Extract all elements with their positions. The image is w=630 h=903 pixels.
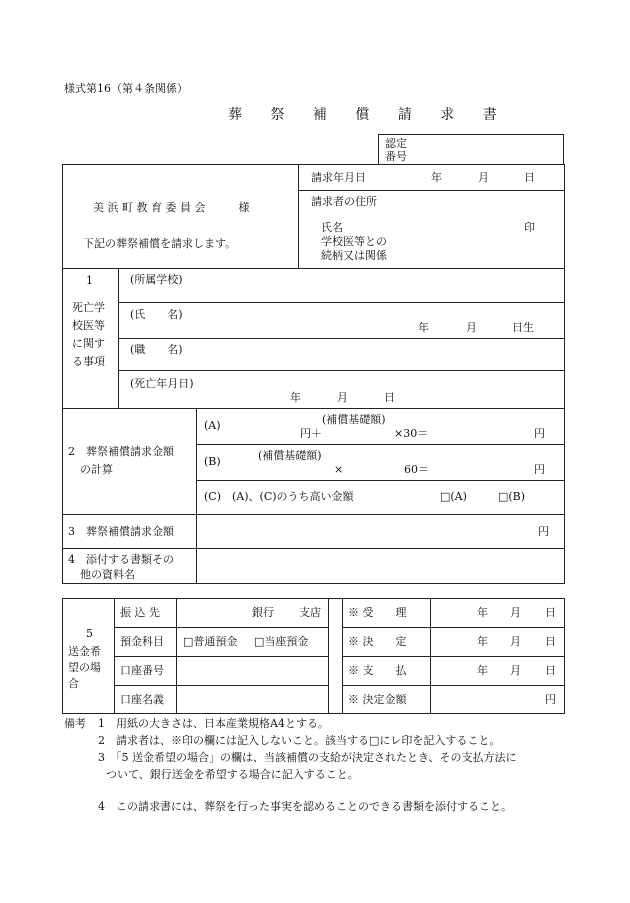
death-year[interactable]: 年 [290, 391, 301, 404]
paid-month[interactable]: 月 [510, 664, 521, 677]
birth-day[interactable]: 日生 [512, 321, 534, 334]
page-title: 葬 祭 補 償 請 求 書 [228, 107, 509, 123]
office-received-label: ※ 受 理 [348, 606, 407, 619]
form-number: 様式第16（第４条関係） [64, 82, 188, 95]
section5-label-2: 望の場 [68, 661, 101, 674]
office-decided-label: ※ 決 定 [348, 635, 407, 648]
note-4: 4 この請求書には、葬祭を行った事実を認めることのできる書類を添付すること。 [98, 800, 512, 813]
seal-mark: 印 [524, 221, 535, 234]
calc-b-label: (B) [204, 455, 221, 468]
section3-label: 3 葬祭補償請求金額 [68, 525, 174, 538]
claimant-address-label: 請求者の住所 [311, 195, 377, 208]
relation-label-2: 続柄又は関係 [321, 249, 387, 262]
calc-b-value[interactable]: 60＝ [404, 463, 429, 476]
birth-month[interactable]: 月 [466, 321, 477, 334]
section5-number: 5 [86, 627, 93, 640]
calc-a-times[interactable]: ×30＝ [394, 427, 429, 440]
calc-c-label: (C) (A)、(C)のうち高い金額 [204, 490, 354, 503]
section1-label-3: に関す [72, 337, 105, 350]
section2-label-1: 2 葬祭補償請求金額 [68, 445, 174, 458]
paid-year[interactable]: 年 [477, 664, 488, 677]
main-table [62, 164, 565, 584]
addressee: 美 浜 町 教 育 委 員 会 様 [93, 201, 250, 214]
decided-day[interactable]: 日 [545, 635, 556, 648]
school-label: (所属学校) [130, 273, 183, 286]
section4-label-1: 4 添付する書類その [68, 553, 174, 566]
calc-b-yen[interactable]: 円 [534, 463, 545, 476]
request-month[interactable]: 月 [478, 171, 489, 184]
decided-month[interactable]: 月 [510, 635, 521, 648]
decided-year[interactable]: 年 [477, 635, 488, 648]
calc-b-base: (補償基礎額) [258, 449, 322, 462]
approval-label-2: 番号 [385, 150, 407, 163]
job-label: (職 名) [130, 343, 183, 356]
calc-a-label: (A) [204, 419, 221, 432]
decided-amount-yen[interactable]: 円 [545, 693, 556, 706]
notes-heading: 備考 [64, 717, 86, 730]
office-paid-label: ※ 支 払 [348, 664, 407, 677]
section2-label-2: の計算 [80, 463, 113, 476]
request-statement: 下記の葬祭補償を請求します。 [83, 237, 237, 250]
death-date-label: (死亡年月日) [130, 377, 194, 390]
ordinary-deposit-checkbox[interactable]: □普通預金 [183, 635, 238, 648]
birth-year[interactable]: 年 [418, 321, 429, 334]
section1-label-4: る事項 [72, 355, 105, 368]
calc-a-yen[interactable]: 円 [534, 427, 545, 440]
calc-b-times[interactable]: × [334, 463, 344, 476]
section5-label-3: 合 [68, 677, 79, 690]
received-year[interactable]: 年 [477, 606, 488, 619]
calc-c-option-b[interactable]: □(B) [498, 490, 526, 503]
request-date-label: 請求年月日 [311, 171, 366, 184]
calc-c-option-a[interactable]: □(A) [440, 490, 467, 503]
section1-number: 1 [86, 274, 93, 287]
received-month[interactable]: 月 [510, 606, 521, 619]
death-day[interactable]: 日 [384, 391, 395, 404]
bank-field[interactable]: 銀行 [252, 606, 274, 619]
section1-label-1: 死亡学 [72, 301, 105, 314]
deceased-name-label: (氏 名) [130, 308, 183, 321]
calc-a-base: (補償基礎額) [322, 413, 386, 426]
section1-label-2: 校医等 [72, 319, 105, 332]
transfer-destination-label: 振 込 先 [120, 606, 160, 619]
death-month[interactable]: 月 [337, 391, 348, 404]
received-day[interactable]: 日 [545, 606, 556, 619]
section5-label-1: 送金希 [68, 645, 101, 658]
account-number-label: 口座番号 [120, 664, 164, 677]
note-1: 1 用紙の大きさは、日本産業規格A4とする。 [98, 717, 329, 730]
calc-a-yen-plus[interactable]: 円＋ [300, 427, 322, 440]
note-3a: 3 「5 送金希望の場合」の欄は、当該補償の支給が決定されたとき、その支払方法に [98, 751, 517, 764]
note-2: 2 請求者は、※印の欄には記入しないこと。該当する□にレ印を記入すること。 [98, 734, 501, 747]
request-year[interactable]: 年 [431, 171, 442, 184]
relation-label-1: 学校医等との [321, 235, 387, 248]
claimant-name-label: 氏名 [321, 221, 343, 234]
section3-yen[interactable]: 円 [538, 525, 549, 538]
branch-field[interactable]: 支店 [299, 606, 321, 619]
deposit-type-label: 預金科目 [120, 635, 164, 648]
note-3b: ついて、銀行送金を希望する場合に記入すること。 [106, 768, 359, 781]
approval-label-1: 認定 [385, 137, 407, 150]
request-day[interactable]: 日 [524, 171, 535, 184]
paid-day[interactable]: 日 [545, 664, 556, 677]
current-deposit-checkbox[interactable]: □当座預金 [254, 635, 309, 648]
account-holder-label: 口座名義 [120, 693, 164, 706]
section4-label-2: 他の資料名 [80, 568, 135, 581]
office-decided-amount-label: ※ 決定金額 [348, 693, 407, 706]
